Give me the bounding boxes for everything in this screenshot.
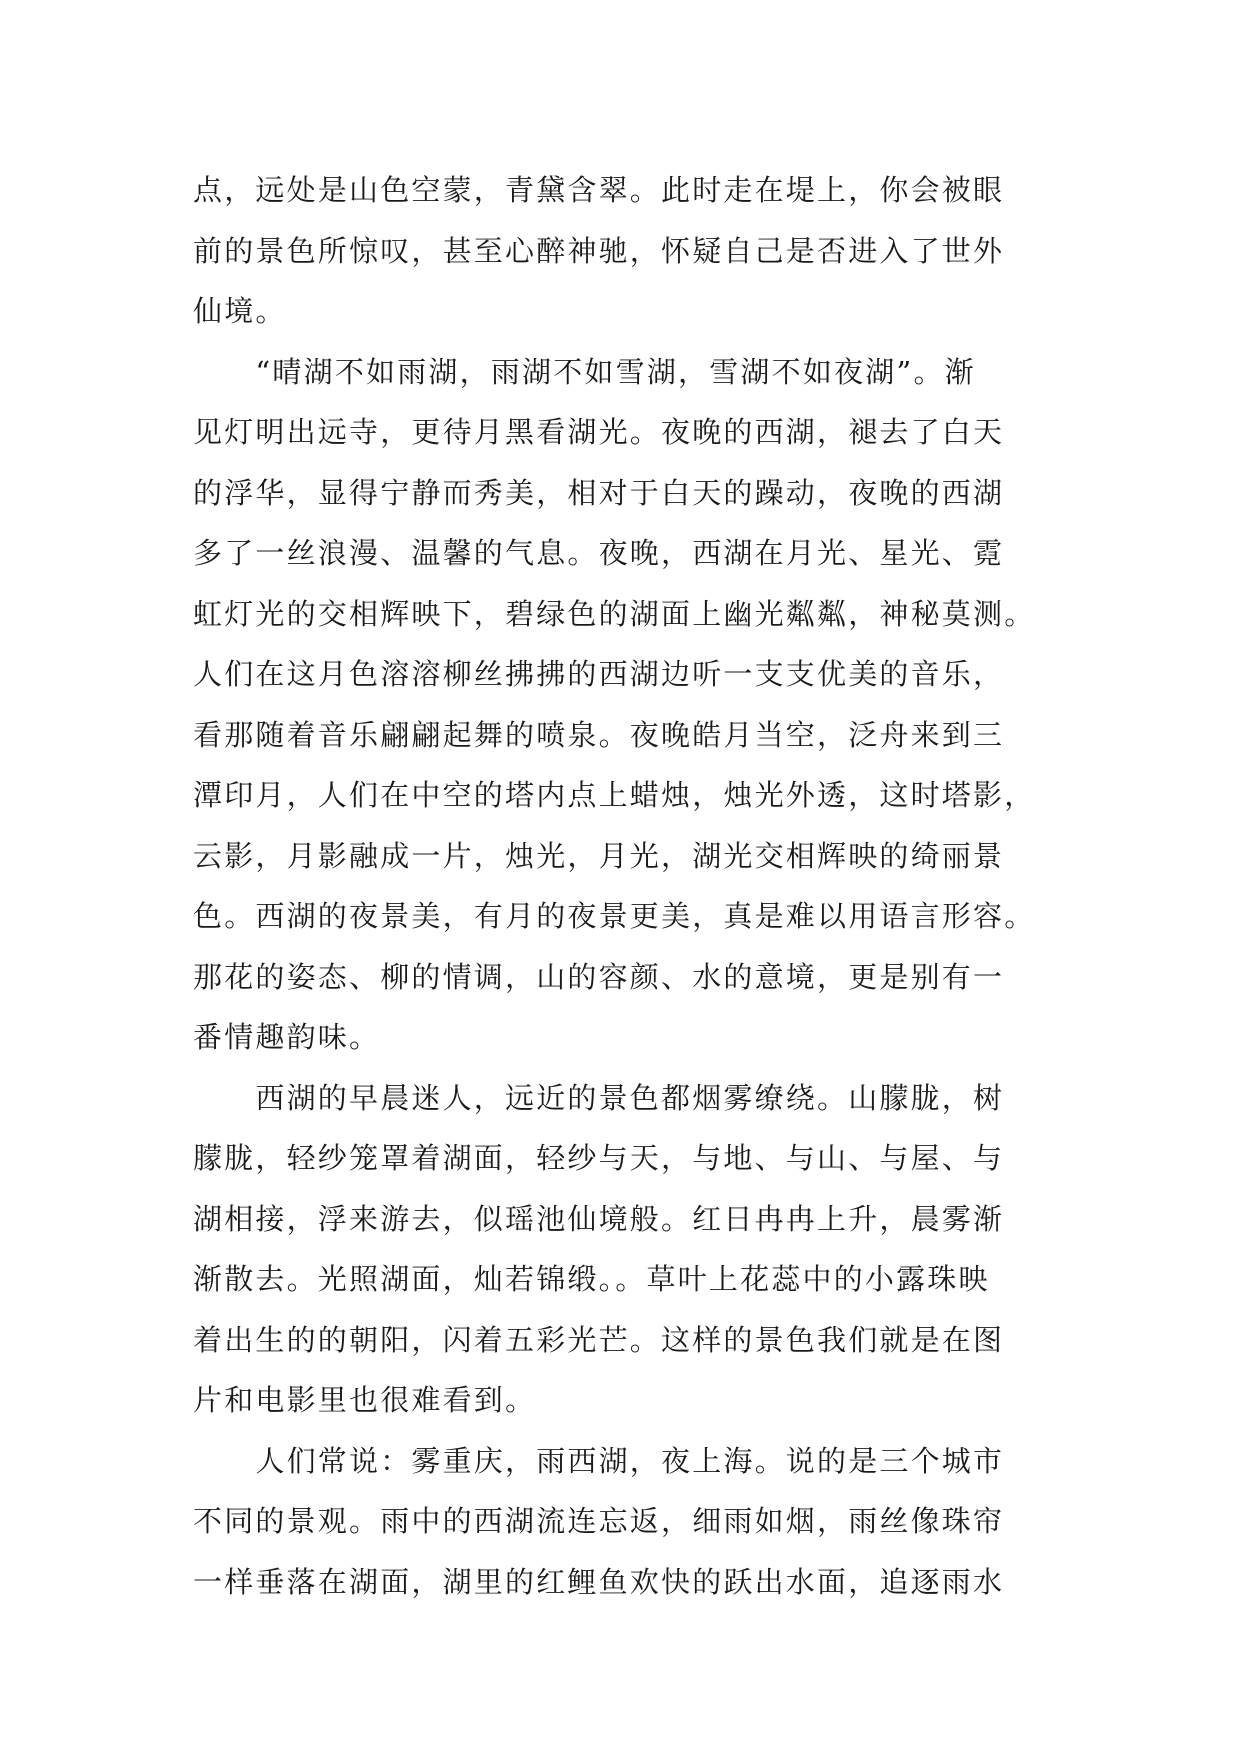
text-line: 色。西湖的夜景美，有月的夜景更美，真是难以用语言形容。 <box>193 899 1036 933</box>
text-line: 西湖的早晨迷人，远近的景色都烟雾缭绕。山朦胧，树 <box>193 1080 1005 1115</box>
text-line: 人们在这月色溶溶柳丝拂拂的西湖边听一支支优美的音乐， <box>193 657 1005 691</box>
text-line: 仙境。 <box>193 294 287 328</box>
text-line: 的浮华，显得宁静而秀美，相对于白天的躁动，夜晚的西湖 <box>193 475 1005 510</box>
text-line: 潭印月，人们在中空的塔内点上蜡烛，烛光外透，这时塔影， <box>193 778 1036 812</box>
text-line: 点，远处是山色空蒙，青黛含翠。此时走在堤上，你会被眼 <box>193 173 1005 207</box>
text-line: 番情趣韵味。 <box>193 1020 381 1054</box>
text-line: 朦胧，轻纱笼罩着湖面，轻纱与天，与地、与山、与屋、与 <box>193 1141 1005 1175</box>
text-line: 见灯明出远寺，更待月黑看湖光。夜晚的西湖，褪去了白天 <box>193 415 1005 449</box>
text-line: 一样垂落在湖面，湖里的红鲤鱼欢快的跃出水面，追逐雨水 <box>193 1564 1005 1599</box>
text-line: 虹灯光的交相辉映下，碧绿色的湖面上幽光粼粼，神秘莫测。 <box>193 596 1036 631</box>
body-text <box>193 160 1073 1612</box>
text-line: “晴湖不如雨湖，雨湖不如雪湖，雪湖不如夜湖”。渐 <box>193 354 976 389</box>
text-line: 看那随着音乐翩翩起舞的喷泉。夜晚皓月当空，泛舟来到三 <box>193 717 1005 752</box>
text-line: 着出生的的朝阳，闪着五彩光芒。这样的景色我们就是在图 <box>193 1322 1005 1357</box>
text-line: 前的景色所惊叹，甚至心醉神驰，怀疑自己是否进入了世外 <box>193 233 1005 268</box>
text-line: 片和电影里也很难看到。 <box>193 1383 537 1417</box>
text-line: 云影，月影融成一片，烛光，月光，湖光交相辉映的绮丽景 <box>193 838 1005 873</box>
text-line: 多了一丝浪漫、温馨的气息。夜晚，西湖在月光、星光、霓 <box>193 536 1005 570</box>
text-line: 渐散去。光照湖面，灿若锦缎。。草叶上花蕊中的小露珠映 <box>193 1262 990 1296</box>
text-line: 那花的姿态、柳的情调，山的容颜、水的意境，更是别有一 <box>193 959 1005 994</box>
text-line: 人们常说：雾重庆，雨西湖，夜上海。说的是三个城市 <box>193 1443 1005 1478</box>
text-line: 不同的景观。雨中的西湖流连忘返，细雨如烟，雨丝像珠帘 <box>193 1504 1005 1538</box>
text-line: 湖相接，浮来游去，似瑶池仙境般。红日冉冉上升，晨雾渐 <box>193 1201 1005 1236</box>
